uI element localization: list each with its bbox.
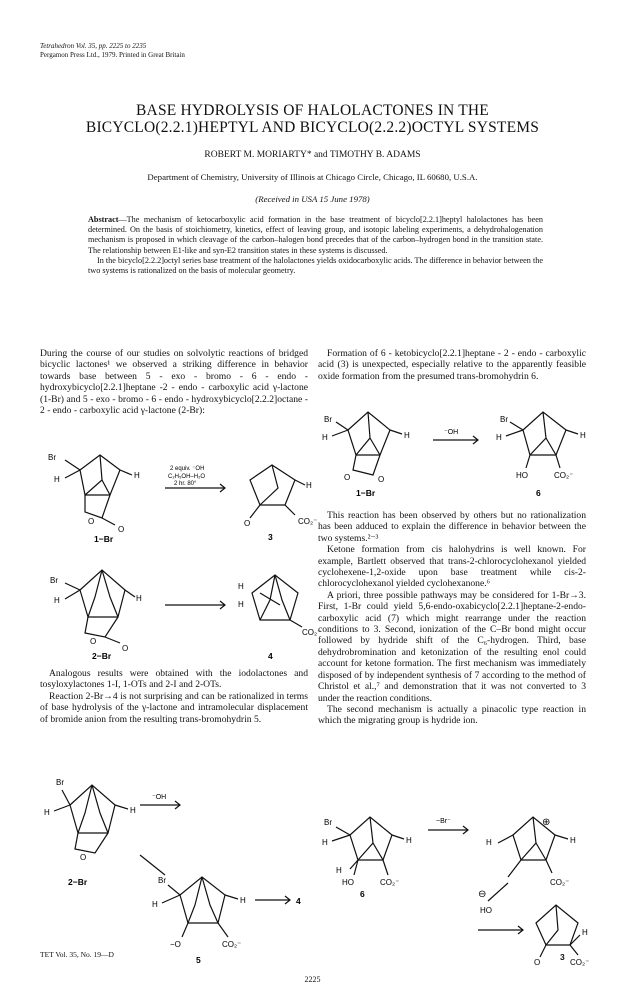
label-6: 6 (536, 488, 541, 498)
affiliation: Department of Chemistry, University of Illinois at Chicago Circle, Chicago, IL 60680, U.S.A. (147, 172, 478, 182)
atom-ho: HO (480, 906, 492, 915)
label-1br: 1−Br (94, 534, 114, 544)
atom-h: H (322, 433, 328, 442)
scheme-2br-to-4 (40, 555, 322, 661)
reagent-oh: ⁻OH (152, 794, 167, 801)
reagent-oh: ⁻OH (444, 429, 459, 436)
atom-h: H (496, 433, 502, 442)
abstract (88, 215, 543, 276)
atom-o: O (122, 644, 129, 653)
atom-br: Br (50, 576, 58, 585)
atom-h: H (54, 475, 60, 484)
page-number: 2225 (304, 975, 321, 984)
minus-charge-icon: ⊖ (478, 889, 487, 900)
journal-header (40, 42, 185, 60)
atom-h: H (240, 896, 246, 905)
atom-o: O (378, 475, 385, 484)
atom-h: H (580, 431, 586, 440)
atom-br: Br (56, 778, 64, 787)
atom-o: O (90, 637, 97, 646)
right-para-3: Ketone formation from cis halohydrins is well known. For example, Bartlett observed that trans-2-chlorocyclohexanol yielded cyclohexene-1,2-oxide upon base treatment while cis-2-chlorocyclohexanol yielded cyclohexanone.⁶ (318, 544, 586, 590)
authors: ROBERT M. MORIARTY* and TIMOTHY B. ADAMS (204, 150, 421, 160)
right-para-5: The second mechanism is actually a pinacolic type reaction in which the migrating group is hydride ion. (318, 703, 586, 727)
label-3: 3 (560, 952, 565, 962)
label-1br: 1−Br (356, 488, 376, 498)
atom-ho: HO (516, 471, 528, 480)
left-column-mid (40, 668, 308, 725)
atom-h: H (582, 928, 588, 937)
atom-minus-o: −O (170, 940, 181, 949)
abstract-text-2: In the bicyclo[2.2.2]octyl series base treatment of the halolactones yields oxidocarboxylic acids. The difference in behavior between the two systems is rationalized on the basis of molecular geometry. (88, 255, 543, 276)
atom-co2: CO₂⁻ (570, 958, 590, 967)
atom-h: H (404, 431, 410, 440)
reagent-br: −Br⁻ (436, 818, 451, 825)
atom-br: Br (324, 415, 332, 424)
label-2br: 2−Br (92, 651, 112, 661)
atom-o: O (534, 958, 541, 967)
atom-h: H (486, 838, 492, 847)
scheme-1br-to-6 (318, 400, 598, 500)
atom-h: H (136, 594, 142, 603)
atom-co2: CO₂⁻ (550, 878, 570, 887)
atom-o: O (344, 473, 351, 482)
label-4: 4 (268, 651, 273, 661)
label-2br: 2−Br (68, 877, 88, 887)
left-para-2: Analogous results were obtained with the iodolactones and tosyloxylactones 1-I, 1-OTs and 2-I and 2-OTs. (40, 668, 308, 691)
abstract-text: —The mechanism of ketocarboxylic acid formation in the base treatment of bicyclo[2.2.1]heptyl halolactones has been determined. On the basis of stoichiometry, kinetics, effect of leaving group, and isotopic labeling experiments, a dehydrohalogenation mechanism is proposed in which cleavage of the carbon–halogen bond precedes that of the carbon–hydrogen bond in the transition state. The relationship between E1-like and syn-E2 transition states in these systems is discussed. (88, 215, 543, 255)
atom-br: Br (324, 818, 332, 827)
atom-h: H (306, 481, 312, 490)
plus-charge-icon: ⊕ (542, 817, 551, 828)
right-column-top (318, 348, 586, 382)
conditions-1: 2 equiv. ⁻OH (170, 466, 205, 472)
label-4: 4 (296, 896, 301, 906)
atom-br: Br (158, 876, 166, 885)
label-6: 6 (360, 889, 365, 899)
right-para-4: A priori, three possible pathways may be considered for 1-Br→3. First, 1-Br could yield 5,6-endo-oxabicyclo[2.2.1]heptane-2-endo-carboxylic acid (7) which might rearrange under the reaction conditions to 3. Second, ionization of the C–Br bond might occur followed by hydride shift of the C₆-hydrogen. Third, base dehydrobromination and ketonization of the resulting enol could account for ketone formation. The first mechanism was immediately disposed of by independent synthesis of 7 according to the method of Christol et al.,⁷ and demonstration that it was not converted to 3 under the reaction conditions. (318, 589, 586, 704)
left-para-1: During the course of our studies on solvolytic reactions of bridged bicyclic lactones¹ we observed a striking difference in behavior towards base between 5 - exo - bromo - 6 - endo - hydroxybicyclo[2.2.1]heptane -2 - endo - carboxylic acid γ-lactone (1-Br) and 5 - exo - bromo - 6 - endo - hydroxybicyclo[2.2.2]octane - 2 - endo - carboxylic acid γ-lactone (2-Br): (40, 348, 308, 417)
atom-o: O (244, 519, 251, 528)
atom-co2: CO₂⁻ (298, 517, 318, 526)
atom-co2: CO₂⁻ (222, 940, 242, 949)
atom-o: O (88, 517, 95, 526)
abstract-lead: Abstract (88, 215, 119, 224)
atom-br: Br (48, 453, 56, 462)
atom-h: H (238, 600, 244, 609)
atom-h: H (54, 596, 60, 605)
right-para-1: Formation of 6 - ketobicyclo[2.2.1]heptane - 2 - endo - carboxylic acid (3) is unexpected, especially relative to the apparently feasible oxide formation from the presumed trans-bromohydrin 6. (318, 348, 586, 382)
atom-h: H (336, 866, 342, 875)
right-para-2: This reaction has been observed by others but no rationalization has been adduced to explain the difference in behavior between the two systems.²⁻³ (318, 510, 586, 544)
atom-h: H (406, 836, 412, 845)
atom-h: H (570, 836, 576, 845)
conditions-2: C₂H₅OH–H₂O (168, 474, 206, 480)
atom-h: H (238, 582, 244, 591)
right-column-mid (318, 510, 586, 727)
left-para-3: Reaction 2-Br→4 is not surprising and can be rationalized in terms of base hydrolysis of the γ-lactone and intramolecular displacement of bromide anion from the resulting trans-bromohydrin 5. (40, 690, 308, 725)
label-5: 5 (196, 955, 201, 965)
atom-h: H (152, 900, 158, 909)
title-line-1: BASE HYDROLYSIS OF HALOLACTONES IN THE (136, 102, 489, 119)
footer-volume: TET Vol. 35, No. 19—D (40, 950, 114, 959)
received-date: (Received in USA 15 June 1978) (255, 194, 370, 204)
journal-line: Tetrahedron Vol. 35, pp. 2225 to 2235 (40, 42, 147, 50)
left-column-top (40, 348, 308, 416)
atom-o: O (80, 853, 87, 862)
label-3: 3 (268, 532, 273, 542)
atom-o: O (118, 525, 125, 534)
atom-h: H (134, 471, 140, 480)
page-title (60, 102, 565, 136)
scheme-1br-to-3 (40, 440, 318, 544)
atom-h: H (130, 806, 136, 815)
publisher-line: Pergamon Press Ltd., 1979. Printed in Great Britain (40, 51, 185, 59)
atom-co2: CO₂⁻ (554, 471, 574, 480)
atom-br: Br (500, 415, 508, 424)
atom-co2: CO₂⁻ (302, 628, 322, 637)
conditions-3: 2 hr. 80° (174, 481, 197, 487)
atom-co2: CO₂⁻ (380, 878, 400, 887)
scheme-6-to-3 (318, 805, 598, 965)
atom-h: H (322, 838, 328, 847)
title-line-2: BICYCLO(2.2.1)HEPTYL AND BICYCLO(2.2.2)OCTYL SYSTEMS (85, 119, 540, 136)
scheme-2br-to-5 (40, 765, 315, 965)
atom-ho: HO (342, 878, 354, 887)
atom-h: H (44, 808, 50, 817)
